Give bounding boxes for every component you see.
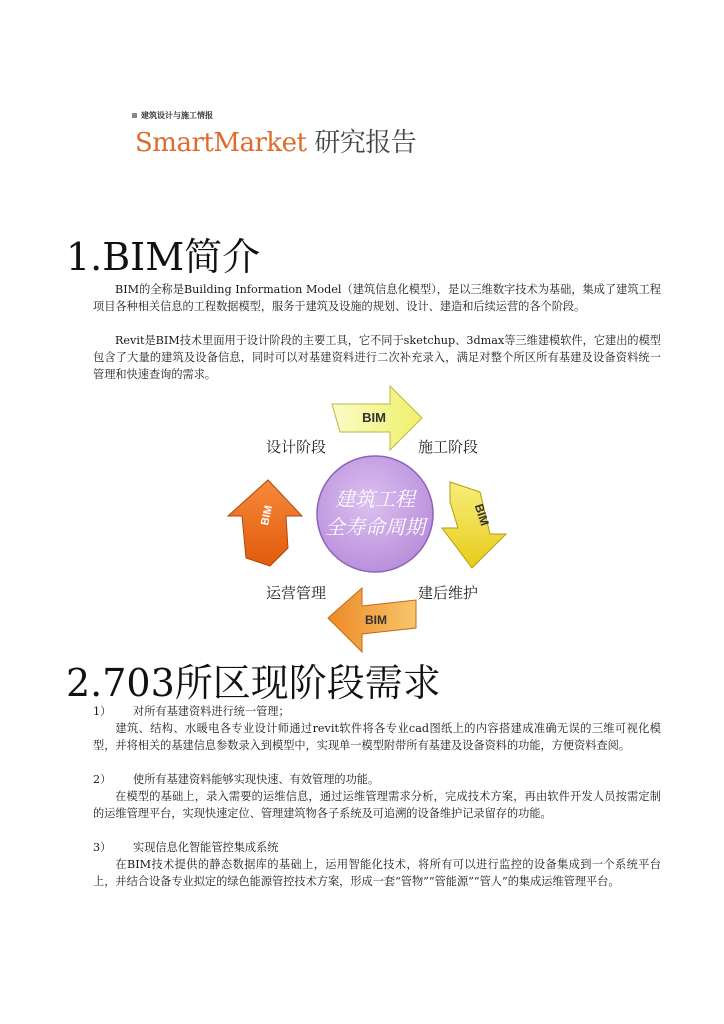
arrow-label-left: BIM bbox=[259, 504, 276, 527]
requirement-2-body: 在模型的基础上，录入需要的运维信息，通过运维管理需求分析，完成技术方案，再由软件开发人员按需定制的运维管理平台，实现快速定位、管理建筑物各子系统及可追溯的设备维护记录留存的功能。 bbox=[93, 790, 661, 820]
lifecycle-svg bbox=[220, 378, 520, 658]
brand-suffix: 研究报告 bbox=[306, 128, 417, 158]
center-label-line-1: 建筑工程 bbox=[335, 487, 415, 511]
section-1-heading: 1.BIM简介 bbox=[66, 235, 261, 279]
requirement-2-title: 2） 使所有基建资料能够实现快速、有效管理的功能。 bbox=[93, 773, 380, 786]
series-label: 建筑设计与施工情报 bbox=[141, 111, 213, 120]
bim-arrow-right bbox=[442, 482, 506, 568]
arrow-label-bottom: BIM bbox=[365, 613, 387, 627]
section-1-paragraph-1: BIM的全称是Building Information Model（建筑信息化模型），是以三维数字技术为基础，集成了建筑工程项目各种相关信息的工程数据模型，服务于建筑及设施的规划、设计、建造和后续运营的各个阶段。 bbox=[93, 283, 661, 313]
bullet-square-icon bbox=[132, 113, 137, 118]
center-label-line-2: 全寿命周期 bbox=[325, 515, 425, 539]
brand-name: SmartMarket bbox=[135, 128, 307, 158]
section-2-heading: 2.703所区现阶段需求 bbox=[66, 661, 441, 705]
requirement-1-title: 1） 对所有基建资料进行统一管理； bbox=[93, 705, 290, 718]
arrow-label-right: BIM bbox=[471, 502, 492, 528]
bim-lifecycle-diagram bbox=[220, 378, 520, 658]
report-series-tag bbox=[132, 110, 213, 121]
requirement-1-body: 建筑、结构、水暖电各专业设计师通过revit软件将各专业cad图纸上的内容搭建成准确无误的三维可视化模型，并将相关的基建信息参数录入到模型中，实现单一模型附带所有基建及设备资料的功能，方便资料查阅。 bbox=[93, 722, 661, 752]
requirement-3-title: 3） 实现信息化智能管控集成系统 bbox=[93, 841, 279, 854]
stage-construction: 施工阶段 bbox=[418, 438, 479, 456]
stage-operation: 运营管理 bbox=[266, 584, 327, 602]
report-brand-title bbox=[135, 122, 416, 159]
stage-design: 设计阶段 bbox=[266, 438, 327, 456]
arrow-label-top: BIM bbox=[362, 410, 386, 425]
requirement-3-body: 在BIM技术提供的静态数据库的基础上，运用智能化技术，将所有可以进行监控的设备集成到一个系统平台上，并结合设备专业拟定的绿色能源管控技术方案，形成一套“管物”“管能源”“管人”的集成运维管理平台。 bbox=[93, 858, 661, 888]
stage-maintenance: 建后维护 bbox=[418, 584, 479, 602]
section-1-paragraph-2: Revit是BIM技术里面用于设计阶段的主要工具，它不同于sketchup、3dmax等三维建模软件，它建出的模型包含了大量的建筑及设备信息，同时可以对基建资料进行二次补充录入，满足对整个所区所有基建及设备资料统一管理和快速查询的需求。 bbox=[93, 334, 661, 381]
lifecycle-center-circle bbox=[317, 456, 433, 572]
